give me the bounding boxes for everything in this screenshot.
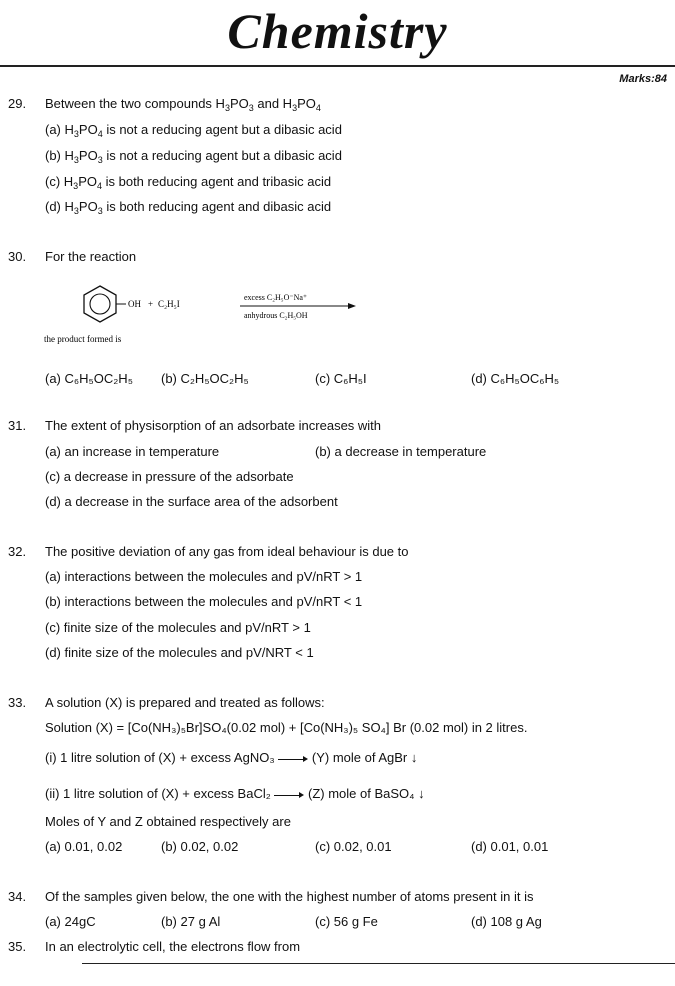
question-number: 29. (8, 96, 27, 111)
question-number: 31. (8, 418, 27, 433)
reactant-plus: + (148, 299, 154, 309)
option-b: (b) 0.02, 0.02 (161, 839, 239, 854)
option-d: (d) finite size of the molecules and pV/NRT < 1 (45, 645, 314, 660)
option-c: (c) C₆H₅I (315, 371, 367, 386)
reagent-below: anhydrous C₂H₅OH (244, 311, 308, 320)
option-d: (d) a decrease in the surface area of the adsorbent (45, 494, 338, 509)
option-c: (c) 0.02, 0.01 (315, 839, 392, 854)
option-a: (a) an increase in temperature (45, 444, 220, 459)
question-stem: In an electrolytic cell, the electrons flow from (45, 939, 301, 954)
option-b: (b) C₂H₅OC₂H₅ (161, 371, 249, 386)
question-stem: Between the two compounds $H_3PO_3$ and $H_3PO_4$ (45, 96, 321, 113)
step-i (45, 750, 417, 765)
option-a: (a) 24gC (45, 914, 96, 929)
step-ii-left: (ii) 1 litre solution of (X) + excess BaCl₂ (45, 786, 271, 801)
question-stem: Of the samples given below, the one with the highest number of atoms present in it is (45, 889, 534, 904)
option-c: (c) $H_3PO_4$ is both reducing agent and tribasic acid (45, 174, 332, 191)
arrow-icon (274, 791, 304, 799)
header-divider (0, 65, 675, 67)
moles-statement: Moles of Y and Z obtained respectively are (45, 814, 291, 829)
step-i-left: (i) 1 litre solution of (X) + excess AgNO₃ (45, 750, 275, 765)
option-a: (a) C₆H₅OC₂H₅ (45, 371, 133, 386)
option-a: (a) 0.01, 0.02 (45, 839, 123, 854)
question-stem: The extent of physisorption of an adsorbate increases with (45, 418, 382, 433)
question-number: 32. (8, 544, 27, 559)
reaction-scheme (40, 278, 370, 348)
option-b: (b) a decrease in temperature (315, 444, 487, 459)
option-b: (b) $H_3PO_3$ is not a reducing agent but a dibasic acid (45, 148, 342, 165)
option-a: (a) $H_3PO_4$ is not a reducing agent but a dibasic acid (45, 122, 342, 139)
arrow-icon (348, 303, 356, 309)
reactant-ethyl-iodide: C₂H₅I (158, 299, 180, 309)
option-d: (d) 108 g Ag (471, 914, 542, 929)
option-b: (b) interactions between the molecules and pV/nRT < 1 (45, 594, 363, 609)
option-a: (a) interactions between the molecules and pV/nRT > 1 (45, 569, 363, 584)
product-caption: the product formed is (44, 334, 122, 344)
solution-definition: Solution (X) = [Co(NH₃)₅Br]SO₄(0.02 mol) + [Co(NH₃)₅ SO₄] Br (0.02 mol) in 2 litres. (45, 720, 528, 735)
step-ii-right: (Z) mole of BaSO₄ ↓ (308, 786, 425, 801)
page-title: Chemistry (227, 3, 448, 59)
question-number: 35. (8, 939, 27, 954)
arrow-icon (278, 755, 308, 763)
option-d: (d) 0.01, 0.01 (471, 839, 549, 854)
question-number: 33. (8, 695, 27, 710)
question-stem: The positive deviation of any gas from ideal behaviour is due to (45, 544, 409, 559)
question-number: 34. (8, 889, 27, 904)
question-stem: For the reaction (45, 249, 137, 264)
footer-divider (82, 963, 675, 964)
option-d: (d) C₆H₅OC₆H₅ (471, 371, 560, 386)
marks-label: Marks:84 (619, 73, 667, 85)
benzene-ring-icon (84, 286, 116, 322)
step-ii (45, 786, 425, 801)
reagent-above: excess C₂H₅O⁻Na⁺ (244, 293, 308, 302)
reactant-oh: OH (128, 299, 141, 309)
option-c: (c) a decrease in pressure of the adsorbate (45, 469, 294, 484)
option-c: (c) 56 g Fe (315, 914, 378, 929)
option-c: (c) finite size of the molecules and pV/nRT > 1 (45, 620, 311, 635)
step-i-right: (Y) mole of AgBr ↓ (311, 750, 418, 765)
question-stem: A solution (X) is prepared and treated as follows: (45, 695, 325, 710)
option-b: (b) 27 g Al (161, 914, 221, 929)
option-d: (d) $H_3PO_3$ is both reducing agent and dibasic acid (45, 199, 332, 216)
question-number: 30. (8, 249, 27, 264)
